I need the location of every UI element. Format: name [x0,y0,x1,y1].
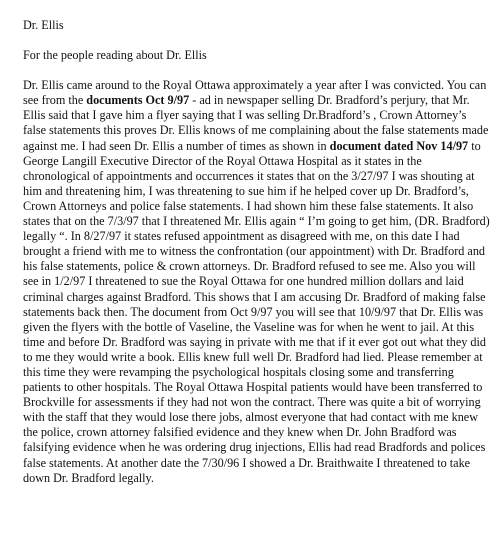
document-body [23,78,490,486]
document-reference-nov-14-97: document dated Nov 14/97 [329,138,469,153]
document-title: Dr. Ellis [23,18,64,32]
body-text-segment: - ad in newspaper selling Dr. Bradford’s perjury, that Mr. Ellis said that I gave him a flyer saying that I was selling Dr.Bradford’s , Crown Attorney’s false statements this proves Dr. Ellis knows of me complaining about the false statements made against me. I had seen Dr. Ellis a number of times as shown in [23,93,489,153]
body-text-segment: to George Langill Executive Director of the Royal Ottawa Hospital as it states in the chronological of appointments and occurrences it states that on the 3/27/97 I was shouting at him and threatening him, I was threatening to sue him if he helped cover up Dr. Bradford’s, Crown Attorneys and police false statements. I had shown him these false statements. It also states that on the 7/3/97 that I threatened Mr. Ellis again “ I’m going to get him, (DR. Bradford) legally “. In 8/27/97 it states refused appointment as disagreed with me, on this date I had brought a friend with me to witness the confrontation (our appointment) with Dr. Bradford and his false statements, police & crown attorneys. Dr. Bradford refused to see me. Also you will see in 1/2/97 I threatened to sue the Royal Ottawa for one hundred million dollars and laid criminal charges against Bradford. This shows that I am accusing Dr. Bradford of making false statements back then. The document from Oct 9/97 you will see that 10/9/97 that Dr. Ellis was given the flyers with the bottle of Vaseline, the Vaseline was for when he went to jail. At this time and before Dr. Bradford was saying in private with me that if it ever got out what they did to me they would write a book. Ellis knew full well Dr. Bradford had lied. Please remember at this time they were revamping the psychological hospitals closing some and transferring patients to other hospitals. The Royal Ottawa Hospital patients would have been transferred to Brockville for assessments if they had not won the contract. There was quite a bit of worrying with the staff that they would lose there jobs, almost everyone that had contact with me knew the police, crown attorney falsified evidence and they knew when Dr. John Bradford was falsifying evidence when he was ordering drug injections, Ellis had read Bradfords and polices false statements. At another date the 7/30/96 I showed a Dr. Braithwaite I threatened to take down Dr. Bradford legally. [23,138,490,485]
document-reference-oct-9-97: documents Oct 9/97 [86,93,190,108]
body-text-segment: Dr. Ellis came around to the Royal Ottawa approximately a year after I was convicted. You can see from the [23,78,487,108]
document-salutation: For the people reading about Dr. Ellis [23,48,207,63]
